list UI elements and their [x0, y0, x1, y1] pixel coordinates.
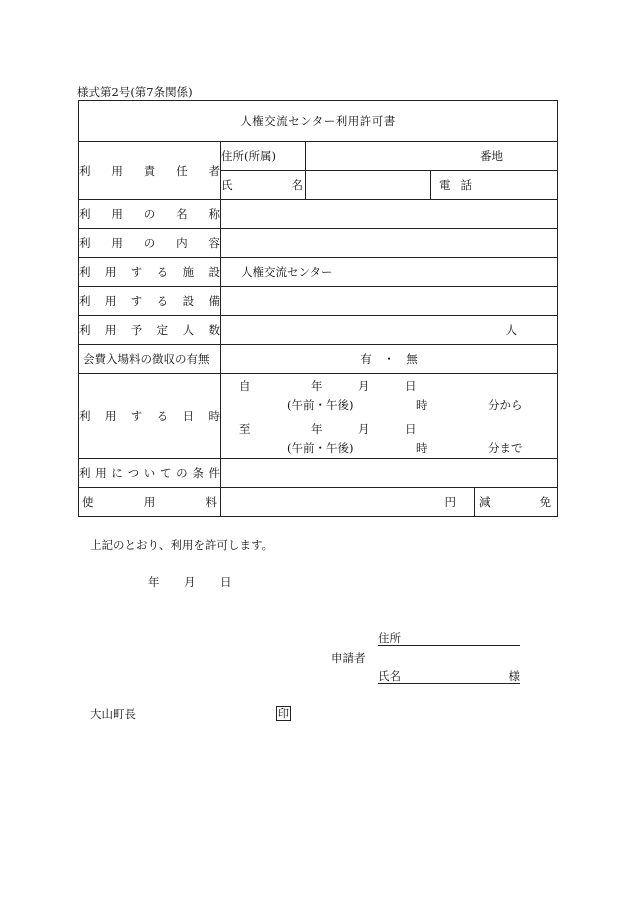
label-char: 利	[79, 294, 91, 308]
to-minutes: 分まで	[488, 441, 523, 455]
conditions-field[interactable]	[221, 459, 558, 488]
fee-field[interactable]	[221, 488, 475, 517]
label-char: 用	[111, 236, 123, 250]
permit-form-table	[78, 100, 558, 517]
to-year: 年	[311, 422, 323, 436]
label-char: 条	[192, 466, 204, 480]
address-field[interactable]	[306, 142, 558, 171]
form-number: 様式第2号(第7条関係)	[77, 85, 193, 99]
equipment-label	[79, 287, 221, 316]
label-char: 用	[104, 323, 117, 337]
phone-field[interactable]	[431, 171, 558, 200]
from-ampm: (午前・午後)	[287, 398, 354, 412]
name-field[interactable]	[306, 171, 431, 200]
from-year: 年	[311, 379, 323, 393]
label-char: 日	[182, 409, 195, 423]
applicant-name-label: 氏名	[378, 669, 401, 683]
issue-day: 日	[220, 575, 232, 589]
label-char: 称	[208, 207, 220, 221]
issue-year: 年	[148, 575, 160, 589]
to-ampm: (午前・午後)	[287, 441, 354, 455]
fee-collection-label: 会費入場料の徴収の有無	[79, 345, 221, 374]
label-char: い	[143, 466, 156, 480]
label-char: 利	[79, 323, 91, 337]
label-char: す	[130, 294, 143, 308]
label-char: 使	[82, 495, 94, 509]
exemption-label	[475, 494, 557, 510]
label-char: る	[156, 409, 169, 423]
to-month: 月	[358, 422, 370, 436]
label-char: の	[176, 466, 188, 480]
usage-content-field[interactable]	[221, 229, 558, 258]
exemption-field[interactable]	[475, 488, 558, 517]
usage-name-field[interactable]	[221, 200, 558, 229]
label-char: る	[156, 265, 169, 279]
label-char: 内	[176, 236, 188, 250]
label-char: 用	[104, 265, 117, 279]
label-char: 用	[104, 294, 117, 308]
to-label: 至	[239, 422, 251, 436]
applicant-name-line[interactable]	[378, 668, 520, 684]
label-char: 氏	[221, 178, 233, 192]
equipment-field[interactable]	[221, 287, 558, 316]
applicant-label: 申請者	[331, 651, 366, 665]
usage-name-label	[79, 200, 221, 229]
label-char: 利	[79, 207, 91, 221]
from-month: 月	[358, 379, 370, 393]
label-char: 時	[208, 409, 220, 423]
official-seal	[276, 706, 291, 721]
fee-row	[79, 488, 558, 517]
planned-people-field[interactable]	[221, 316, 558, 345]
address-affiliation-label: 住所(所属)	[221, 142, 306, 171]
label-char: 人	[182, 323, 195, 337]
label-char: て	[159, 466, 172, 480]
facility-value[interactable]: 人権交流センター	[221, 258, 558, 287]
datetime-row	[79, 374, 558, 459]
banchi-label: 番地	[480, 149, 504, 163]
label-char: 容	[208, 236, 220, 250]
from-label: 自	[239, 379, 251, 393]
permit-statement: 上記のとおり、利用を許可します。	[90, 538, 274, 552]
to-day: 日	[405, 422, 417, 436]
responsible-row-1	[79, 142, 558, 171]
label-char: 設	[208, 265, 220, 279]
from-hour: 時	[416, 398, 428, 412]
datetime-field[interactable]	[221, 374, 558, 459]
issue-month: 月	[184, 575, 196, 589]
datetime-label	[79, 374, 221, 459]
label-char: 利	[79, 409, 91, 423]
label-char: 利	[79, 163, 91, 178]
form-title: 人権交流センター利用許可書	[79, 101, 558, 142]
label-char: 減	[479, 495, 491, 509]
mayor-title: 大山町長	[90, 707, 136, 721]
label-char: つ	[127, 466, 140, 480]
responsible-label	[79, 142, 221, 200]
to-hour: 時	[416, 441, 428, 455]
usage-name-row	[79, 200, 558, 229]
planned-people-row	[79, 316, 558, 345]
label-char: 名	[291, 178, 303, 192]
label-char: 用	[111, 163, 123, 178]
sama-label: 様	[508, 669, 520, 683]
facility-label	[79, 258, 221, 287]
equipment-row	[79, 287, 558, 316]
label-char: 名	[176, 207, 188, 221]
conditions-label	[79, 459, 221, 488]
label-char: す	[130, 265, 143, 279]
seal-mark: 印	[278, 707, 289, 720]
label-char: 設	[182, 294, 195, 308]
label-char: 利	[79, 466, 91, 480]
label-char: に	[111, 466, 123, 480]
label-char: 予	[130, 323, 143, 337]
label-char: 数	[208, 323, 220, 337]
phone-label: 電話	[439, 178, 482, 192]
label-char: 施	[182, 265, 195, 279]
label-char: 備	[208, 294, 220, 308]
conditions-row	[79, 459, 558, 488]
label-char: 責	[143, 163, 156, 178]
label-char: の	[143, 236, 156, 250]
label-char: 用	[104, 409, 117, 423]
name-label	[221, 171, 306, 200]
label-char: 利	[79, 236, 91, 250]
label-char: 者	[208, 163, 220, 178]
label-char: 料	[205, 495, 217, 509]
label-char: す	[130, 409, 143, 423]
fee-label	[79, 488, 221, 517]
people-unit: 人	[505, 323, 518, 337]
usage-content-row	[79, 229, 558, 258]
label-char: 用	[143, 495, 156, 509]
fee-collection-row	[79, 345, 558, 374]
label-char: の	[143, 207, 156, 221]
facility-row	[79, 258, 558, 287]
label-char: 免	[539, 495, 552, 509]
fee-collection-choice[interactable]: 有 ・ 無	[221, 345, 558, 374]
applicant-address-line[interactable]	[378, 630, 520, 646]
planned-people-label	[79, 316, 221, 345]
label-char: 用	[111, 207, 123, 221]
title-row	[79, 101, 558, 142]
label-char: 利	[79, 265, 91, 279]
label-char: る	[156, 294, 169, 308]
from-day: 日	[405, 379, 417, 393]
from-minutes: 分から	[488, 398, 523, 412]
label-char: 任	[176, 163, 188, 178]
yen-unit: 円	[444, 495, 456, 509]
usage-content-label	[79, 229, 221, 258]
label-char: 定	[156, 323, 169, 337]
label-char: 用	[95, 466, 107, 480]
label-char: 件	[208, 466, 220, 480]
applicant-address-label: 住所	[378, 631, 401, 645]
